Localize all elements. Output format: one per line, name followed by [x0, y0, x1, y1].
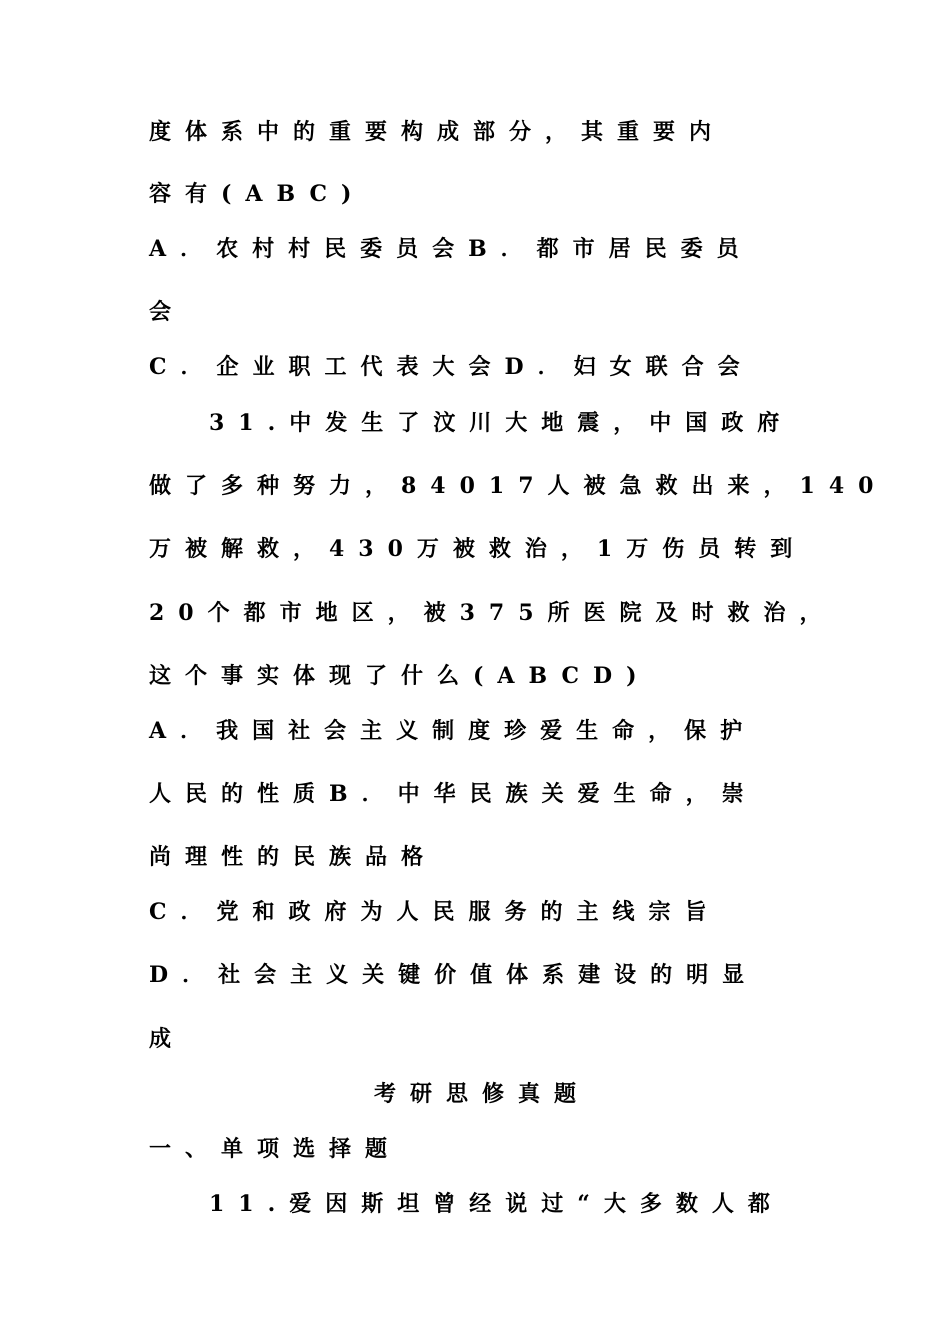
text-line-16: 成 — [149, 1026, 186, 1052]
text-line-4: 会 — [149, 299, 186, 325]
text-line-13: 尚理性的民族品格 — [149, 844, 438, 870]
text-line-10: 这个事实体现了什么(ABCD) — [149, 663, 651, 689]
question-31: 31.中发生了汶川大地震，中国政府 — [209, 410, 794, 436]
text-line-7: 做了多种努力，84017人被急救出来，140 — [149, 473, 888, 499]
text-line-5: C．企业职工代表大会D．妇女联合会 — [149, 354, 754, 380]
text-line-1: 度体系中的重要构成部分，其重要内 — [149, 119, 726, 145]
text-line-14: C．党和政府为人民服务的主线宗旨 — [149, 899, 721, 925]
text-line-3: A．农村村民委员会B．都市居民委员 — [149, 236, 753, 262]
text-line-12: 人民的性质B．中华民族关爱生命，崇 — [149, 781, 758, 807]
section-title: 考研思修真题 — [373, 1081, 590, 1107]
text-line-8: 万被解救，430万被救治，1万伤员转到 — [149, 536, 807, 562]
text-line-9: 20个都市地区，被375所医院及时救治， — [149, 600, 836, 626]
section-heading: 一、单项选择题 — [149, 1136, 402, 1162]
text-line-15: D．社会主义关键价值体系建设的明显 — [149, 962, 759, 988]
question-11: 11.爱因斯坦曾经说过“大多数人都 — [209, 1191, 784, 1217]
text-line-11: A．我国社会主义制度珍爱生命，保护 — [149, 718, 757, 744]
text-line-2: 容有(ABC) — [149, 181, 366, 207]
